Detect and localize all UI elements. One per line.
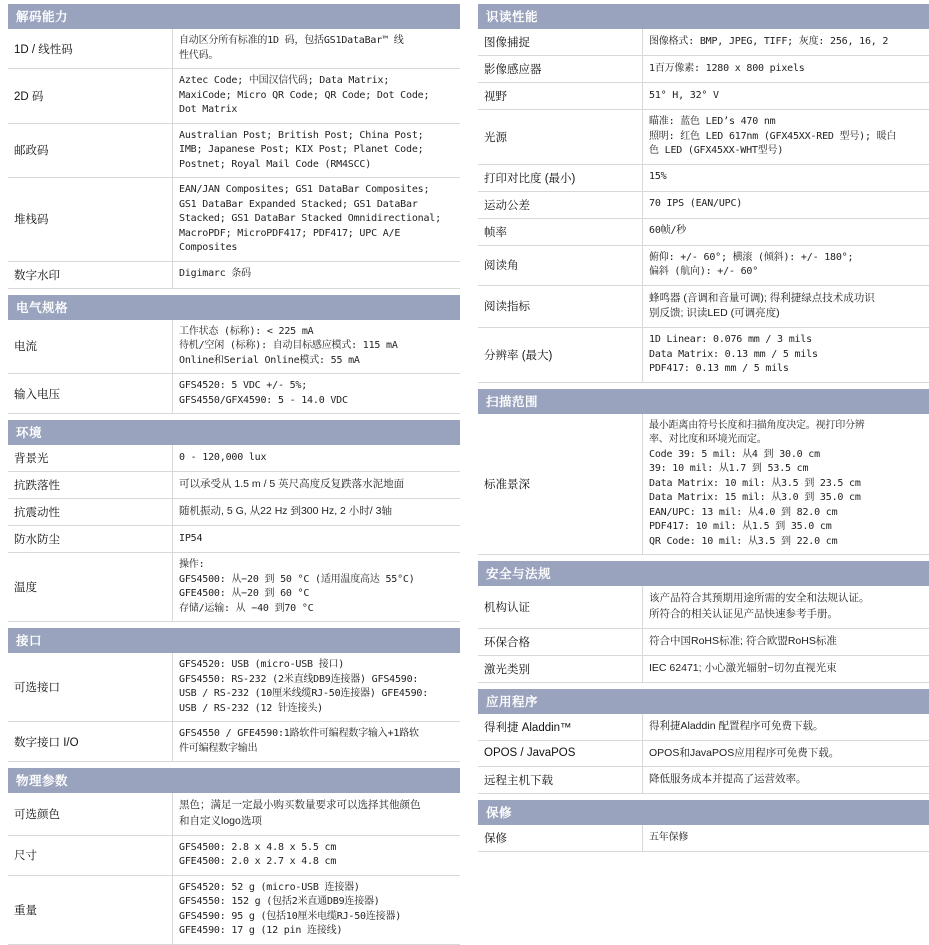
spec-value bbox=[643, 218, 929, 245]
spec-value bbox=[173, 793, 461, 835]
spec-label: 1D / 线性码 bbox=[8, 29, 173, 69]
spec-value bbox=[173, 875, 461, 944]
spec-value-line: MacroPDF; MicroPDF417; PDF417; UPC A/E bbox=[179, 227, 454, 242]
spec-value bbox=[173, 526, 461, 553]
spec-label: 阅读指标 bbox=[478, 285, 643, 328]
spec-value-line: GFS4550: 152 g (包括2米直通DB9连接器) bbox=[179, 895, 454, 910]
spec-value-line: 性代码。 bbox=[179, 49, 454, 64]
spec-value-line: Dot Matrix bbox=[179, 103, 454, 118]
spec-label: 抗震动性 bbox=[8, 499, 173, 526]
spec-value-line: GFS4500: 从−20 到 50 °C (适用温度高达 55°C) bbox=[179, 573, 454, 588]
spec-table bbox=[8, 29, 460, 289]
spec-value-line: Data Matrix: 0.13 mm / 5 mils bbox=[649, 348, 924, 363]
spec-label: 输入电压 bbox=[8, 374, 173, 414]
spec-label: 打印对比度 (最小) bbox=[478, 164, 643, 191]
table-row bbox=[478, 740, 929, 767]
spec-value-line: 偏斜 (航向): +/- 60° bbox=[649, 265, 924, 280]
table-row bbox=[478, 56, 929, 83]
spec-label: 防水防尘 bbox=[8, 526, 173, 553]
table-row bbox=[8, 69, 460, 124]
spec-value-line: 39: 10 mil: 从1.7 到 53.5 cm bbox=[649, 462, 924, 477]
table-row bbox=[478, 245, 929, 285]
left-column bbox=[8, 4, 460, 818]
spec-value-line: 自动区分所有标准的1D 码，包括GS1DataBar™ 线 bbox=[179, 34, 454, 49]
spec-value-line: Composites bbox=[179, 241, 454, 256]
spec-value-line: GFS4550: RS-232 (2米直线DB9连接器) GFS4590: bbox=[179, 673, 454, 688]
spec-label: 分辨率 (最大) bbox=[478, 328, 643, 383]
spec-value-line: Data Matrix: 10 mil: 从3.5 到 23.5 cm bbox=[649, 477, 924, 492]
spec-value bbox=[173, 472, 461, 499]
spec-value-line: GS1 DataBar Expanded Stacked; GS1 DataBar bbox=[179, 198, 454, 213]
spec-table bbox=[8, 793, 460, 945]
spec-value bbox=[643, 628, 929, 655]
spec-value-line: OPOS和JavaPOS应用程序可免费下载。 bbox=[649, 746, 924, 762]
table-row bbox=[8, 123, 460, 178]
table-row bbox=[8, 526, 460, 553]
spec-value-line: Code 39: 5 mil: 从4 到 30.0 cm bbox=[649, 448, 924, 463]
spec-value bbox=[173, 553, 461, 622]
spec-value-line: QR Code: 10 mil: 从3.5 到 22.0 cm bbox=[649, 535, 924, 550]
spec-label: 重量 bbox=[8, 875, 173, 944]
spec-label: 机构认证 bbox=[478, 586, 643, 628]
spec-value-line: GFS4550 / GFE4590:1路软件可编程数字输入+1路软 bbox=[179, 727, 454, 742]
spec-value-line: 别反馈; 识读LED (可调亮度) bbox=[649, 306, 924, 322]
spec-value bbox=[643, 714, 929, 741]
spec-value bbox=[643, 29, 929, 56]
spec-value-line: 随机振动, 5 G, 从22 Hz 到300 Hz, 2 小时/ 3轴 bbox=[179, 504, 454, 520]
spec-value bbox=[173, 178, 461, 262]
spec-value-line: 60帧/秒 bbox=[649, 224, 924, 239]
spec-value-line: 件可编程数字输出 bbox=[179, 742, 454, 757]
spec-table bbox=[8, 445, 460, 622]
spec-label: 可选接口 bbox=[8, 653, 173, 722]
spec-label: 图像捕捉 bbox=[478, 29, 643, 56]
spec-value-line: 工作状态 (标称): < 225 mA bbox=[179, 325, 454, 340]
spec-value-line: 俯仰: +/- 60°; 横滚 (倾斜): +/- 180°; bbox=[649, 251, 924, 266]
spec-label: 帧率 bbox=[478, 218, 643, 245]
table-row bbox=[478, 164, 929, 191]
section-header: 扫描范围 bbox=[478, 389, 929, 414]
spec-label: 可选颜色 bbox=[8, 793, 173, 835]
table-row bbox=[478, 414, 929, 555]
spec-value bbox=[173, 722, 461, 762]
spec-value-line: GFE4500: 从−20 到 60 °C bbox=[179, 587, 454, 602]
spec-value-line: EAN/UPC: 13 mil: 从4.0 到 82.0 cm bbox=[649, 506, 924, 521]
spec-label: 堆栈码 bbox=[8, 178, 173, 262]
spec-value bbox=[173, 374, 461, 414]
spec-value-line: Digimarc 条码 bbox=[179, 267, 454, 282]
table-row bbox=[8, 374, 460, 414]
spec-value-line: USB / RS-232 (12 针连接头) bbox=[179, 702, 454, 717]
table-row bbox=[478, 83, 929, 110]
spec-value-line: 存储/运输: 从 −40 到70 °C bbox=[179, 602, 454, 617]
table-row bbox=[478, 110, 929, 165]
section-header: 安全与法规 bbox=[478, 561, 929, 586]
spec-table bbox=[478, 29, 929, 383]
spec-value-line: 该产品符合其预期用途所需的安全和法规认证。 bbox=[649, 591, 924, 607]
spec-value-line: Online和Serial Online模式: 55 mA bbox=[179, 354, 454, 369]
spec-value-line: 蜂鸣器 (音调和音量可调); 得利捷绿点技术成功识 bbox=[649, 291, 924, 307]
spec-value bbox=[173, 69, 461, 124]
spec-value bbox=[173, 123, 461, 178]
spec-value-line: 图像格式: BMP, JPEG, TIFF; 灰度: 256, 16, 2 bbox=[649, 35, 924, 50]
table-row bbox=[8, 178, 460, 262]
table-row bbox=[478, 714, 929, 741]
table-row bbox=[8, 445, 460, 472]
spec-value-line: IEC 62471; 小心激光辐射−切勿直视光束 bbox=[649, 661, 924, 677]
spec-value bbox=[643, 740, 929, 767]
spec-value-line: GFS4590: 95 g (包括10厘米电缆RJ-50连接器) bbox=[179, 910, 454, 925]
spec-value bbox=[643, 245, 929, 285]
spec-value-line: 所符合的相关认证见产品快速参考手册。 bbox=[649, 607, 924, 623]
spec-value-line: PDF417: 10 mil: 从1.5 到 35.0 cm bbox=[649, 520, 924, 535]
spec-value-line: PDF417: 0.13 mm / 5 mils bbox=[649, 362, 924, 377]
table-row bbox=[8, 875, 460, 944]
spec-value-line: USB / RS-232 (10厘米线缆RJ-50连接器) GFE4590: bbox=[179, 687, 454, 702]
spec-label: 标准景深 bbox=[478, 414, 643, 555]
table-row bbox=[478, 29, 929, 56]
spec-value-line: 操作: bbox=[179, 558, 454, 573]
spec-label: 光源 bbox=[478, 110, 643, 165]
section-header: 应用程序 bbox=[478, 689, 929, 714]
spec-label: 电流 bbox=[8, 320, 173, 374]
spec-value-line: Data Matrix: 15 mil: 从3.0 到 35.0 cm bbox=[649, 491, 924, 506]
spec-value-line: GFS4520: 5 VDC +/- 5%; bbox=[179, 379, 454, 394]
spec-value bbox=[643, 56, 929, 83]
spec-value bbox=[643, 191, 929, 218]
section-header: 解码能力 bbox=[8, 4, 460, 29]
spec-label: 温度 bbox=[8, 553, 173, 622]
spec-table bbox=[478, 825, 929, 852]
spec-label: 激光类别 bbox=[478, 655, 643, 682]
spec-value bbox=[643, 110, 929, 165]
spec-value-line: 黑色；满足一定最小购买数量要求可以选择其他颜色 bbox=[179, 798, 454, 814]
spec-label: 背景光 bbox=[8, 445, 173, 472]
spec-value bbox=[643, 285, 929, 328]
spec-value-line: 五年保修 bbox=[649, 831, 924, 846]
spec-value bbox=[643, 655, 929, 682]
spec-value-line: GFE4590: 17 g (12 pin 连接线) bbox=[179, 924, 454, 939]
spec-value-line: Postnet; Royal Mail Code (RM4SCC) bbox=[179, 158, 454, 173]
spec-label: 数字水印 bbox=[8, 261, 173, 288]
spec-value-line: 可以承受从 1.5 m / 5 英尺高度反复跌落水泥地面 bbox=[179, 477, 454, 493]
table-row bbox=[478, 586, 929, 628]
section-header: 保修 bbox=[478, 800, 929, 825]
table-row bbox=[8, 553, 460, 622]
spec-value bbox=[643, 414, 929, 555]
table-row bbox=[8, 793, 460, 835]
spec-value bbox=[643, 586, 929, 628]
table-row bbox=[478, 767, 929, 794]
spec-label: 得利捷 Aladdin™ bbox=[478, 714, 643, 741]
spec-value-line: 照明: 红色 LED 617nm (GFX45XX-RED 型号); 暖白 bbox=[649, 130, 924, 145]
spec-value-line: 最小距离由符号长度和扫描角度决定。视打印分辨 bbox=[649, 419, 924, 434]
spec-value-line: Stacked; GS1 DataBar Stacked Omnidirectional; bbox=[179, 212, 454, 227]
spec-table bbox=[478, 586, 929, 683]
section-header: 识读性能 bbox=[478, 4, 929, 29]
spec-value bbox=[643, 825, 929, 852]
spec-value bbox=[643, 83, 929, 110]
spec-value-line: 待机/空闲 (标称): 自动目标感应模式: 115 mA bbox=[179, 339, 454, 354]
spec-table bbox=[478, 414, 929, 556]
spec-value-line: 率、对比度和环境光而定。 bbox=[649, 433, 924, 448]
spec-value-line: 1百万像素: 1280 x 800 pixels bbox=[649, 62, 924, 77]
spec-value bbox=[173, 835, 461, 875]
spec-label: 保修 bbox=[478, 825, 643, 852]
table-row bbox=[478, 285, 929, 328]
table-row bbox=[478, 825, 929, 852]
spec-value bbox=[643, 767, 929, 794]
spec-value-line: GFE4500: 2.0 x 2.7 x 4.8 cm bbox=[179, 855, 454, 870]
table-row bbox=[478, 328, 929, 383]
spec-value-line: GFS4520: USB (micro-USB 接口) bbox=[179, 658, 454, 673]
table-row bbox=[478, 191, 929, 218]
spec-label: 影像感应器 bbox=[478, 56, 643, 83]
spec-table bbox=[478, 714, 929, 795]
spec-value bbox=[173, 445, 461, 472]
spec-value bbox=[173, 653, 461, 722]
spec-value-line: IP54 bbox=[179, 532, 454, 547]
right-column bbox=[478, 4, 929, 818]
table-row bbox=[478, 655, 929, 682]
table-row bbox=[8, 653, 460, 722]
table-row bbox=[8, 320, 460, 374]
spec-label: OPOS / JavaPOS bbox=[478, 740, 643, 767]
spec-value-line: EAN/JAN Composites; GS1 DataBar Composites; bbox=[179, 183, 454, 198]
spec-value-line: GFS4520: 52 g (micro-USB 连接器) bbox=[179, 881, 454, 896]
table-row bbox=[478, 218, 929, 245]
spec-value bbox=[643, 328, 929, 383]
spec-label: 2D 码 bbox=[8, 69, 173, 124]
spec-value-line: 70 IPS (EAN/UPC) bbox=[649, 197, 924, 212]
spec-value-line: 1D Linear: 0.076 mm / 3 mils bbox=[649, 333, 924, 348]
spec-value bbox=[173, 499, 461, 526]
section-header: 电气规格 bbox=[8, 295, 460, 320]
spec-table bbox=[8, 653, 460, 762]
spec-value-line: 符合中国RoHS标准; 符合欧盟RoHS标准 bbox=[649, 634, 924, 650]
spec-label: 阅读角 bbox=[478, 245, 643, 285]
table-row bbox=[8, 472, 460, 499]
section-header: 环境 bbox=[8, 420, 460, 445]
table-row bbox=[8, 261, 460, 288]
spec-label: 数字接口 I/O bbox=[8, 722, 173, 762]
spec-value-line: 0 - 120,000 lux bbox=[179, 451, 454, 466]
spec-value-line: IMB; Japanese Post; KIX Post; Planet Code; bbox=[179, 143, 454, 158]
spec-value-line: 和自定义logo选项 bbox=[179, 814, 454, 830]
spec-value-line: 51° H, 32° V bbox=[649, 89, 924, 104]
table-row bbox=[8, 29, 460, 69]
spec-table bbox=[8, 320, 460, 415]
table-row bbox=[478, 628, 929, 655]
spec-value-line: 降低服务成本并提高了运营效率。 bbox=[649, 772, 924, 788]
spec-label: 环保合格 bbox=[478, 628, 643, 655]
spec-value bbox=[173, 320, 461, 374]
spec-label: 远程主机下载 bbox=[478, 767, 643, 794]
spec-value-line: 瞄准: 蓝色 LED’s 470 nm bbox=[649, 115, 924, 130]
spec-label: 抗跌落性 bbox=[8, 472, 173, 499]
section-header: 接口 bbox=[8, 628, 460, 653]
spec-value bbox=[173, 261, 461, 288]
spec-label: 尺寸 bbox=[8, 835, 173, 875]
section-header: 物理参数 bbox=[8, 768, 460, 793]
spec-value-line: GFS4500: 2.8 x 4.8 x 5.5 cm bbox=[179, 841, 454, 856]
table-row bbox=[8, 835, 460, 875]
spec-value-line: 色 LED (GFX45XX-WHT型号) bbox=[649, 144, 924, 159]
spec-value bbox=[643, 164, 929, 191]
table-row bbox=[8, 499, 460, 526]
spec-label: 视野 bbox=[478, 83, 643, 110]
spec-value-line: 得利捷Aladdin 配置程序可免费下载。 bbox=[649, 719, 924, 735]
spec-value-line: Australian Post; British Post; China Post; bbox=[179, 129, 454, 144]
spec-value-line: 15% bbox=[649, 170, 924, 185]
spec-label: 运动公差 bbox=[478, 191, 643, 218]
spec-label: 邮政码 bbox=[8, 123, 173, 178]
spec-value-line: Aztec Code; 中国汉信代码; Data Matrix; bbox=[179, 74, 454, 89]
spec-value-line: MaxiCode; Micro QR Code; QR Code; Dot Code; bbox=[179, 89, 454, 104]
spec-value-line: GFS4550/GFX4590: 5 - 14.0 VDC bbox=[179, 394, 454, 409]
spec-value bbox=[173, 29, 461, 69]
table-row bbox=[8, 722, 460, 762]
